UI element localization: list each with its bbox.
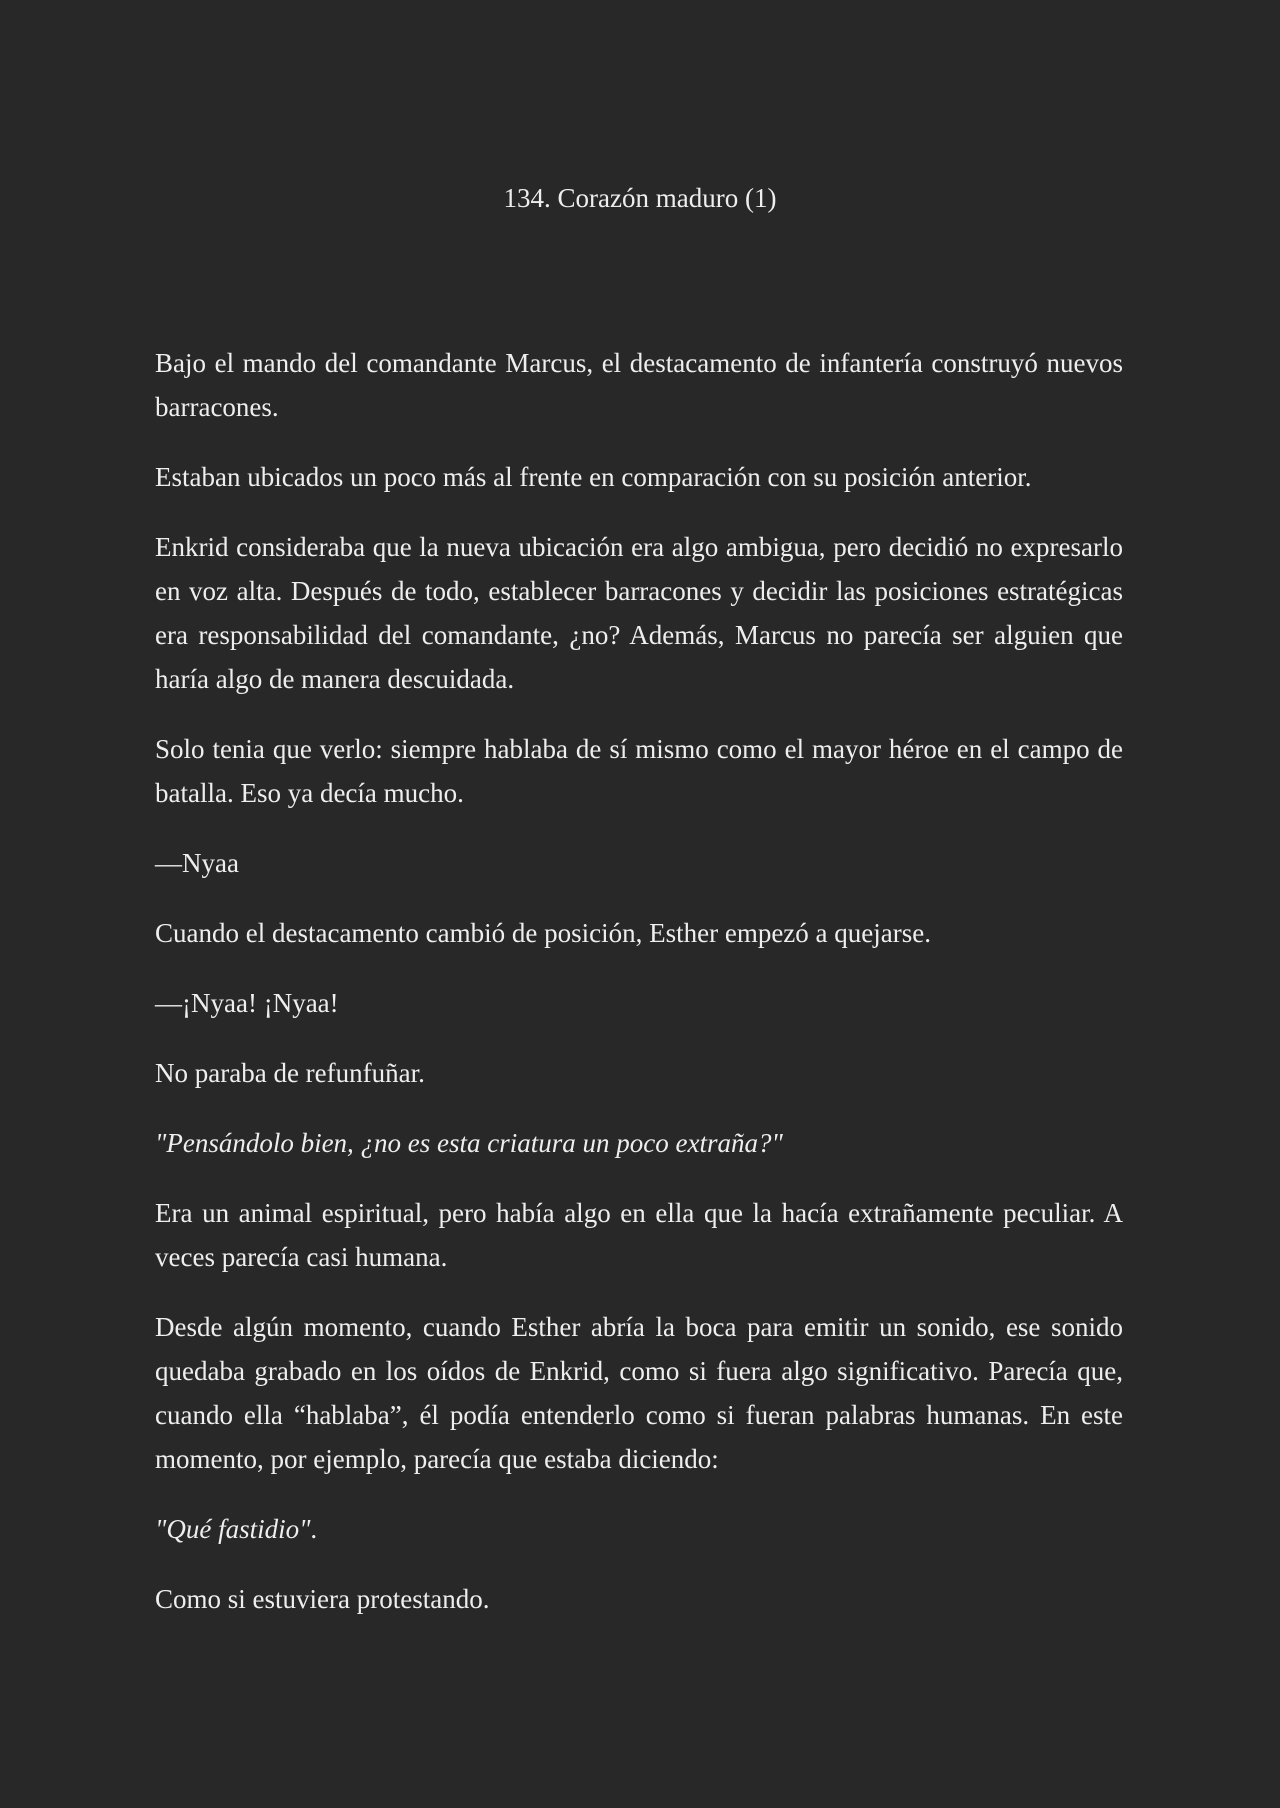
dialogue-line: —Nyaa — [155, 848, 239, 878]
thought-tail: . — [310, 1514, 318, 1544]
paragraph: Solo tenia que verlo: siempre hablaba de sí mismo como el mayor héroe en el campo de batalla. Eso ya decía mucho. — [155, 734, 1123, 808]
dialogue-line: —¡Nyaa! ¡Nyaa! — [155, 988, 339, 1018]
chapter-body — [155, 341, 1123, 1647]
paragraph: Estaban ubicados un poco más al frente en comparación con su posición anterior. — [155, 462, 1032, 492]
paragraph: Era un animal espiritual, pero había algo en ella que la hacía extrañamente peculiar. A veces parecía casi humana. — [155, 1198, 1123, 1272]
chapter-title: 134. Corazón maduro (1) — [503, 183, 777, 213]
paragraph: Bajo el mando del comandante Marcus, el destacamento de infantería construyó nuevos barracones. — [155, 348, 1123, 422]
paragraph: Cuando el destacamento cambió de posición, Esther empezó a quejarse. — [155, 918, 931, 948]
thought-paragraph — [155, 1507, 1123, 1551]
paragraph: Desde algún momento, cuando Esther abría la boca para emitir un sonido, ese sonido quedaba grabado en los oídos de Enkrid, como si fuera algo significativo. Parecía que, cuando ella “hablaba”, él podía entenderlo como si fueran palabras humanas. En este momento, por ejemplo, parecía que estaba diciendo: — [155, 1312, 1123, 1474]
paragraph: Como si estuviera protestando. — [155, 1584, 490, 1614]
thought-line: "Qué fastidio" — [155, 1514, 311, 1544]
thought-line: "Pensándolo bien, ¿no es esta criatura un poco extraña?" — [155, 1128, 783, 1158]
paragraph: Enkrid consideraba que la nueva ubicación era algo ambigua, pero decidió no expresarlo en voz alta. Después de todo, establecer barracones y decidir las posiciones estratégicas era responsabilidad del comandante, ¿no? Además, Marcus no parecía ser alguien que haría algo de manera descuidada. — [155, 532, 1123, 694]
paragraph: No paraba de refunfuñar. — [155, 1058, 425, 1088]
